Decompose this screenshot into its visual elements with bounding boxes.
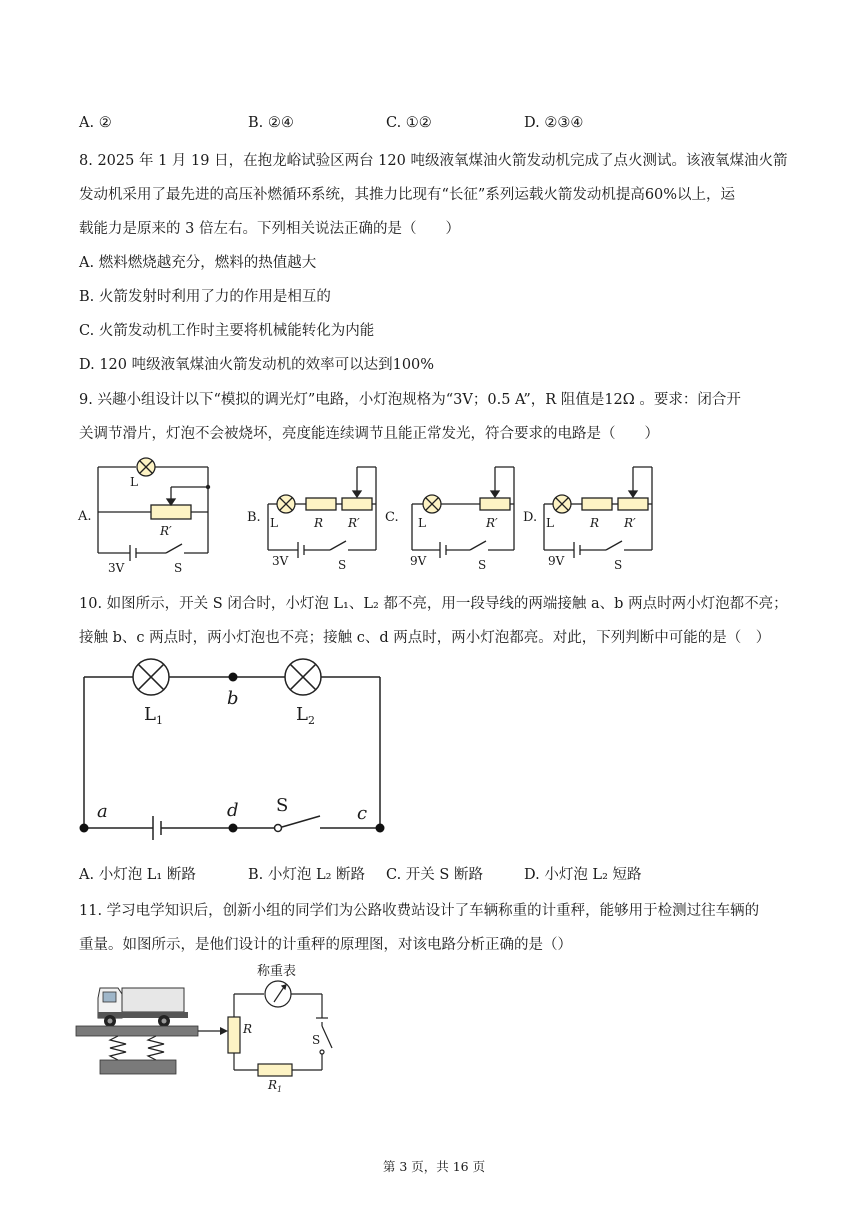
q9-stem-line-2: 关调节滑片，灯泡不会被烧坏，亮度能连续调节且能正常发光，符合要求的电路是（ ） <box>79 426 659 442</box>
svg-text:L2 <box>296 704 315 727</box>
q10-switch-pivot <box>275 825 282 832</box>
q9-circuit-c <box>384 462 520 577</box>
q8-stem-line-3: 载能力是原来的 3 倍左右。下列相关说法正确的是（ ） <box>79 221 460 237</box>
q9c-battery-label: 9V <box>410 554 427 568</box>
q9c-option-label: C. <box>385 510 399 525</box>
q10-node-a <box>80 824 89 833</box>
q10-l1-sub: 1 <box>155 714 163 727</box>
q10-s-label: S <box>276 795 289 816</box>
q7-option-b: B. ②④ <box>248 115 294 131</box>
q9a-option-label: A. <box>78 509 92 524</box>
q9d-resistor-label: R <box>590 516 600 530</box>
q9-stem-line-1: 9. 兴趣小组设计以下“模拟的调光灯”电路，小灯泡规格为“3V；0.5 A”，R 阻值是12Ω 。要求：闭合开 <box>79 392 741 408</box>
q10-node-c <box>376 824 385 833</box>
q7-option-a: A. ② <box>79 115 112 131</box>
q10-a-label: a <box>97 801 108 822</box>
q11-meter-label: 称重表 <box>257 964 297 979</box>
q11-stem-line-1: 11. 学习电学知识后，创新小组的同学们为公路收费站设计了车辆称重的计重秤，能够用于检测过往车辆的 <box>79 903 760 919</box>
q11-r-label: R <box>243 1022 253 1036</box>
q10-l1-label: L <box>144 704 156 725</box>
q9c-switch-label: S <box>478 558 487 572</box>
q9d-option-label: D. <box>523 510 538 525</box>
q8-option-b: B. 火箭发射时利用了力的作用是相互的 <box>79 289 331 305</box>
q7-option-c: C. ①② <box>386 115 432 131</box>
q10-stem-line-2: 接触 b、c 两点时，两小灯泡也不亮；接触 c、d 两点时，两小灯泡都亮。对此，下列判断中可能的是（ ） <box>79 630 771 646</box>
q10-circuit-diagram <box>70 655 390 840</box>
q9d-battery-label: 9V <box>548 554 565 568</box>
q8-stem-line-1: 8. 2025 年 1 月 19 日，在抱龙峪试验区两台 120 吨级液氧煤油火箭发动机完成了点火测试。该液氧煤油火箭 <box>79 153 788 169</box>
q9d-switch-label: S <box>614 558 623 572</box>
q8-option-a: A. 燃料燃烧越充分，燃料的热值越大 <box>79 255 317 271</box>
q9-circuit-d <box>522 462 658 577</box>
q9c-rheostat-label: R′ <box>486 516 498 530</box>
q9b-option-label: B. <box>247 510 261 525</box>
q9a-switch-label: S <box>174 561 183 575</box>
q9a-rheostat-label: R′ <box>160 524 172 538</box>
q9b-resistor-label: R <box>314 516 324 530</box>
q9b-battery-label: 3V <box>272 554 289 568</box>
q9a-lamp-label: L <box>130 475 138 489</box>
q9a-battery-label: 3V <box>108 561 125 575</box>
q7-option-d: D. ②③④ <box>524 115 584 131</box>
svg-text:R1 <box>267 1078 282 1094</box>
q11-stem-line-2: 重量。如图所示，是他们设计的计重秤的原理图，对该电路分析正确的是（） <box>79 937 572 953</box>
q10-option-b: B. 小灯泡 L₂ 断路 <box>248 867 366 883</box>
q10-option-c: C. 开关 S 断路 <box>386 867 483 883</box>
q11-r1-sub: 1 <box>277 1085 283 1094</box>
truck-illustration <box>98 988 188 1027</box>
q10-d-label: d <box>227 800 239 821</box>
q8-option-c: C. 火箭发动机工作时主要将机械能转化为内能 <box>79 323 375 339</box>
page-footer: 第 3 页，共 16 页 <box>382 1159 486 1174</box>
q9c-lamp-label: L <box>418 516 426 530</box>
svg-text:L1 <box>144 704 163 727</box>
q11-s-label: S <box>312 1033 321 1047</box>
q9b-rheostat-label: R′ <box>348 516 360 530</box>
q10-l2-sub: 2 <box>307 714 315 727</box>
q10-node-d <box>229 824 238 833</box>
q8-stem-line-2: 发动机采用了最先进的高压补燃循环系统，其推力比现有“长征”系列运载火箭发动机提高60%以上，运 <box>79 187 736 203</box>
q9b-switch-label: S <box>338 558 347 572</box>
q10-l2-label: L <box>296 704 308 725</box>
q8-option-d: D. 120 吨级液氧煤油火箭发动机的效率可以达到100% <box>79 357 435 373</box>
q9-circuit-b <box>246 462 382 577</box>
q10-c-label: c <box>357 803 368 824</box>
q9-circuit-a <box>78 455 218 575</box>
q9b-lamp-label: L <box>270 516 278 530</box>
q11-r1-label: R <box>268 1078 278 1092</box>
q10-stem-line-1: 10. 如图所示，开关 S 闭合时，小灯泡 L₁、L₂ 都不亮，用一段导线的两端接触 a、b 两点时两小灯泡都不亮； <box>79 596 788 612</box>
q9d-lamp-label: L <box>546 516 554 530</box>
q10-node-b <box>229 673 238 682</box>
q10-option-a: A. 小灯泡 L₁ 断路 <box>79 867 196 883</box>
q11-scale-diagram <box>76 958 346 1094</box>
q10-option-d: D. 小灯泡 L₂ 短路 <box>524 867 642 883</box>
q9d-rheostat-label: R′ <box>624 516 636 530</box>
q10-b-label: b <box>227 688 239 709</box>
